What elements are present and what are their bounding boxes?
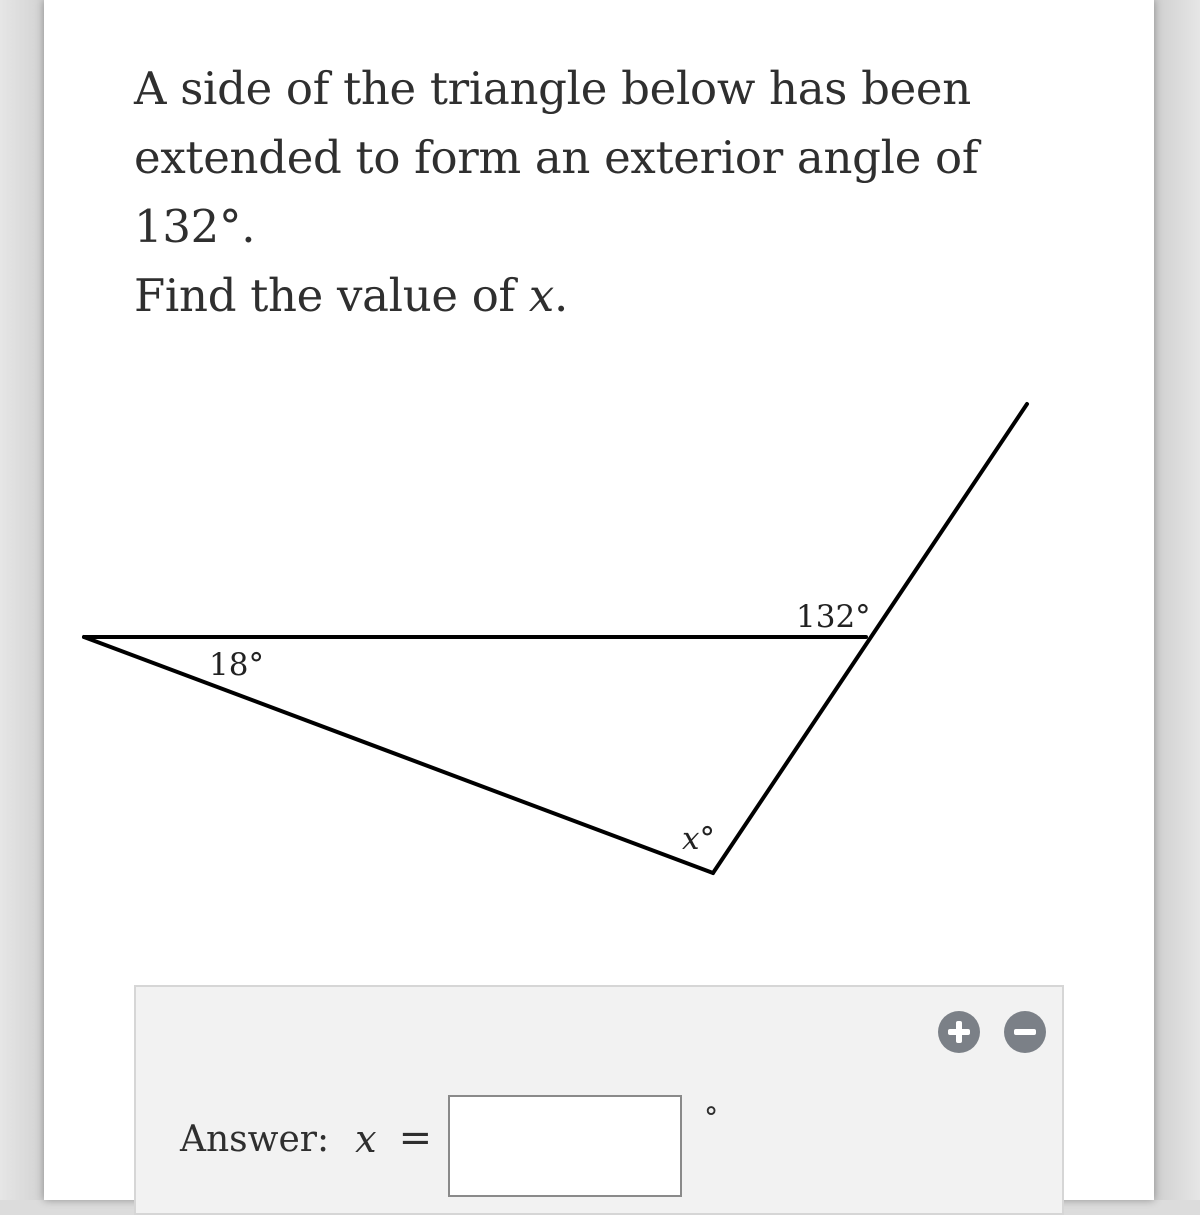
answer-variable: x xyxy=(355,1117,377,1161)
question-variable: x xyxy=(528,269,555,322)
answer-label: Answer: xyxy=(180,1119,330,1160)
question-line-3-prefix: Find the value of xyxy=(134,269,529,322)
question-line-3-suffix: . xyxy=(554,269,569,322)
question-line-2: extended to form an exterior angle of 132°. xyxy=(134,131,979,253)
triangle-lower-side xyxy=(84,637,713,873)
exterior-angle-label: 132° xyxy=(796,599,871,635)
degree-unit: ° xyxy=(704,1101,719,1134)
angle-label-x: x° xyxy=(682,821,715,857)
question-line-1: A side of the triangle below has been xyxy=(134,62,971,115)
angle-label-18: 18° xyxy=(209,647,264,683)
answer-equals-sign: = xyxy=(398,1115,433,1161)
